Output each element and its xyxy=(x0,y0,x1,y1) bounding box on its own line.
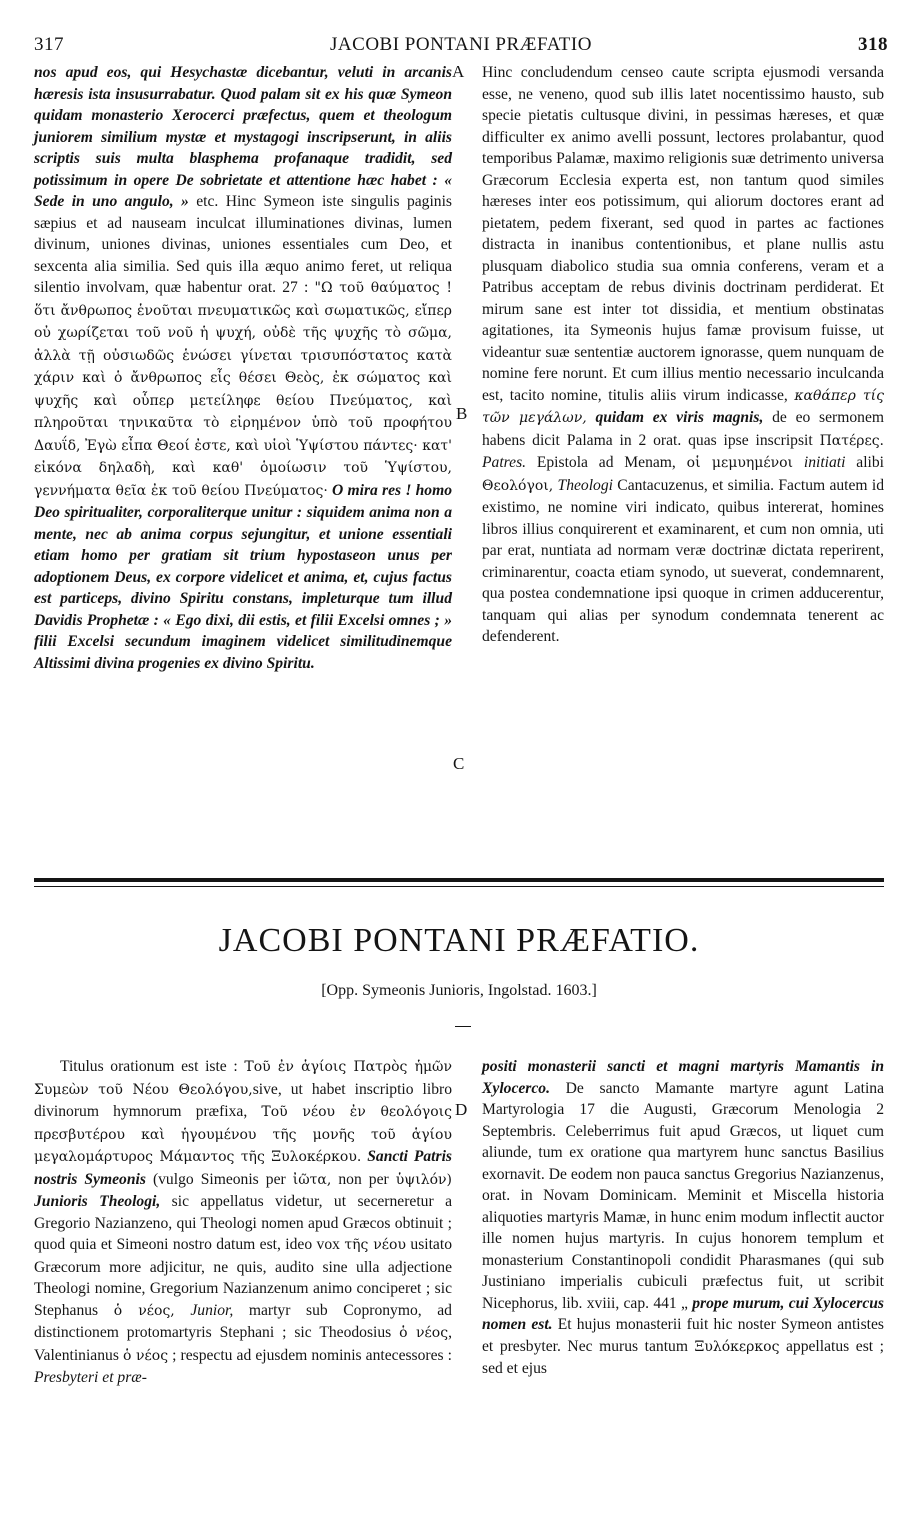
greek-phrase: οἱ μεμυημένοι xyxy=(686,455,794,471)
latin-text: sive, ut habet inscriptio libro divinorum hymnorum præfixa, xyxy=(34,1080,452,1120)
margin-letter-d: D xyxy=(455,1100,468,1119)
latin-italic-phrase: Presbyteri et præ- xyxy=(34,1369,147,1386)
latin-italic-phrase: Sancti Patris nostris Symeonis xyxy=(34,1148,452,1188)
latin-italic-word: Theologi xyxy=(557,476,613,494)
running-title: JACOBI PONTANI PRÆFATIO xyxy=(330,34,592,55)
top-left-paragraph xyxy=(34,62,452,674)
greek-word: ὁ νέος, xyxy=(113,1302,175,1319)
margin-letter-c: C xyxy=(453,754,465,773)
running-header xyxy=(34,34,888,60)
section-divider-thin xyxy=(34,886,884,887)
latin-italic-phrase: Junioris Theologi, xyxy=(34,1193,161,1210)
space xyxy=(793,454,804,471)
latin-text: etc. Hinc Symeon iste singulis paginis sæpius et ad nauseam inculcat illuminationes divinas, lumen divinum, uniones divinas, uniones essentiales cum Deo, et sexcenta alia similia. Sed quis illa æquo animo feret, ut reliqua silentio involvam, quæ habentur orat. 27 : xyxy=(34,193,452,296)
latin-text: usitato Græcorum more adjicitur, ne quis, audito sine ulla adjectione Theologi nomine, Gregorium Nazianzenum animo conciperet ; sic Stephanus xyxy=(34,1236,452,1319)
section-title: JACOBI PONTANI PRÆFATIO. xyxy=(218,922,700,959)
source-note: [Opp. Symeonis Junioris, Ingolstad. 1603.] xyxy=(321,982,597,999)
latin-text: De sancto Mamante martyre agunt Latina Martyrologia 17 die Augusti, Græcorum Menologia 2 Septembris. Celeberrimus fuit apud Græcos, ut liquet cum aliunde, tum ex oratione qua martyrem hunc sanctus Basilius exornavit. De eodem non pauca sanctus Gregorius Nazianzenus, orat. in Novam Dominicam. Meminit et Miscella historia aliquoties martyris Mamæ, in hunc enim modum inflectit auctor ille nomen hujus martyris. In cujus honorem templum et monasterium Constantinopoli condidit Pharasmanes (qui sub Justiniano imperialis cubiculi præfectus fuit, ut scribit Nicephorus, lib. xviii, cap. 441 „ xyxy=(482,1079,884,1312)
latin-text: Et hujus monasterii fuit hic noster Symeon antistes et presbyter. Nec murus tantum xyxy=(482,1316,884,1355)
latin-text: ; respectu ad ejusdem nominis antecessores : xyxy=(168,1346,452,1364)
latin-text: alibi xyxy=(845,454,884,471)
bottom-right-paragraph xyxy=(482,1056,884,1380)
top-left-column xyxy=(34,62,452,674)
margin-letter-b: B xyxy=(456,404,468,423)
latin-text: Epistola ad Menam, xyxy=(526,454,687,471)
section-divider-thick xyxy=(34,878,884,882)
bottom-left-paragraph xyxy=(34,1056,452,1389)
greek-quotation: "Ω τοῦ θαύματος ! ὅτι ἄνθρωπος ἑνοῦται πνευματικῶς καὶ σωματικῶς, εἴπερ οὐ χωρίζεται τοῦ νοῦ ἡ ψυχή, οὐδὲ τῆς ψυχῆς τὸ σῶμα, ἀλλὰ τῇ οὐσιωδῶς ἑνώσει γίνεται τρισυπόστατος κατὰ χάριν καὶ ὁ ἄνθρωπος εἷς θέσει Θεὸς, ἐκ σώματος καὶ ψυχῆς καὶ οὗπερ μετείληφε θείου Πνεύματος, καὶ πληροῦται τηνικαῦτα τὸ εἰρημένον ὑπὸ τοῦ προφήτου Δαυΐδ, Ἐγὼ εἶπα Θεοί ἐστε, καὶ υἱοὶ Ὑψίστου πάντες· κατ' εἰκόνα δηλαδὴ, καὶ καθ' ὁμοίωσιν τοῦ Ὑψίστου, γεννήματα θεῖα ἐκ τοῦ θείου Πνεύματος· xyxy=(34,280,452,499)
top-right-column xyxy=(482,62,884,648)
page-number-left: 317 xyxy=(34,34,64,55)
latin-text: appellatus est ; sed et ejus xyxy=(482,1337,884,1377)
latin-italic-text: nos apud eos, qui Hesychastæ dicebantur, veluti in arcanis hæresis ista insusurrabatur. Quod palam sit ex his quæ Symeon quidam monasterio Xerocerci præfectus, quem et theologum juniorem similium mystæ et mystagogi inscripserunt, in aliis scriptis suis multa blasphema profanaque tradidit, sed potissimum in opere De sobrietate et attentione hæc habet : « Sede in uno angulo, » xyxy=(34,64,452,210)
latin-text: martyr sub Copronymo, ad distinctionem protomartyris Stephani ; sic Theodosius xyxy=(34,1301,452,1341)
bottom-right-column xyxy=(482,1056,884,1380)
latin-italic-word: initiati xyxy=(803,454,846,471)
latin-translation: O mira res ! homo Deo spiritualiter, corporaliterque unitur : siquidem anima non a mente, nec ab anima corpus sejungitur, et unione essentiali etiam homo per gratiam sit trium hypostaseon unus per adoptionem Deus, ex corpore videlicet et anima, et, cujus factus est particeps, divino Spiritu constans, impleturque tum illud Davidis Prophetæ : « Ego dixi, dii estis, et filii Excelsi omnes ; » filii Excelsi secundum imaginem videlicet similitudinemque Altissimi divina progenies ex divino Spiritu. xyxy=(34,481,453,672)
latin-text: non per xyxy=(331,1170,396,1188)
latin-text: de eo sermonem habens dicit Palama in 2 orat. quas ipse inscripsit xyxy=(482,409,885,449)
greek-word: τῆς νέου xyxy=(344,1237,406,1253)
latin-text: Titulus orationum est iste : xyxy=(60,1058,245,1075)
latin-text: Hinc concludendum censeo caute scripta ejusmodi versanda esse, ne veneno, quod sub illis latet nocentissimo hausto, sub specie pietatis cultusque divini, in pessimas hæreses, et quæ difficulter ex animo avelli possunt, lectores prolabantur, quod temporibus Palamæ, maximo religionis suæ detrimento universa Græcorum Ecclesia experta est, non tantum quod similes hæreses inter eos potissimum, qui aliorum doctores erant ad pietatem, pedem fixerant, sed quod in partes ac factiones distracta in inanibus contentionibus, et plane nullis astu plusquam diabolico studia sua omnia conferens, veram et a Patribus acceptam de rebus divinis doctrinam perdiderat. Et mirum sane est inter tot dissidia, et mentium obstinatas agitationes, ita Symeonis hujus famæ provisum fuisse, ut videantur suæ sententiæ auctorem ignorasse, quem nunquam de nomine fere norunt. Et cum illius mentio necessario inculcanda est, tacito nomine, titulis aliis virum indicasse, xyxy=(482,64,884,404)
greek-word: Ξυλόκερκος xyxy=(694,1338,780,1355)
latin-text: , Valentinianus xyxy=(34,1324,452,1364)
latin-text: sic appellatus videtur, ut secerneretur a Gregorio Nazianzeno, qui Theologi nomen apud Græcos obtinuit ; quod quia et Simeoni nostro datum est, ideo vox xyxy=(34,1193,453,1253)
greek-word: ὁ νέος xyxy=(399,1325,449,1341)
space xyxy=(175,1302,191,1319)
greek-word: Πατέρες. xyxy=(819,432,884,449)
latin-text: (vulgo Simeonis per xyxy=(145,1170,293,1188)
margin-letter-a: A xyxy=(452,62,465,81)
top-right-paragraph xyxy=(482,62,884,648)
latin-italic-phrase: prope murum, cui Xylocercus nomen est. xyxy=(482,1294,884,1333)
short-divider xyxy=(455,1026,471,1027)
greek-word: Θεολόγοι, xyxy=(482,477,554,494)
greek-word: ὑψιλόν) xyxy=(395,1171,452,1188)
greek-phrase: καθάπερ τίς τῶν μεγάλων, xyxy=(482,387,885,426)
latin-text: Cantacuzenus, et similia. Factum autem id existimo, ne nomine viri indicato, quibus intererat, homines libros illius conquirerent et examinarent, et cum non omnia, uti par erat, nuntiata ad normam veræ doctrinæ dictata reperirent, criminarentur, coacta etiam synodo, ut sueverat, condemnarent, qua postea condemnatione ipsi quoque in crimen adducerentur, tanquam qui alias per synodum condemnata tenerent ac defenderent. xyxy=(482,476,884,645)
greek-title: Τοῦ νέου ἐν θεολόγοις πρεσβυτέρου καὶ ἡγουμένου τῆς μονῆς τοῦ ἁγίου μεγαλομάρτυρος Μάμαντος τῆς Ξυλοκέρκου. xyxy=(34,1104,452,1165)
latin-italic-word: Junior, xyxy=(190,1301,234,1319)
greek-word: ὁ νέος xyxy=(122,1347,169,1364)
page-number-right: 318 xyxy=(858,34,888,55)
latin-italic-phrase: quidam ex viris magnis, xyxy=(595,409,764,426)
latin-italic-phrase: positi monasterii sancti et magni martyris Mamantis in Xylocerco. xyxy=(482,1058,884,1097)
greek-word: ἰῶτα, xyxy=(292,1171,332,1188)
greek-title: Τοῦ ἐν ἁγίοις Πατρὸς ἡμῶν Συμεὼν τοῦ Νέου Θεολόγου, xyxy=(34,1059,452,1098)
bottom-left-column xyxy=(34,1056,452,1389)
latin-italic-word: Patres. xyxy=(482,454,527,471)
